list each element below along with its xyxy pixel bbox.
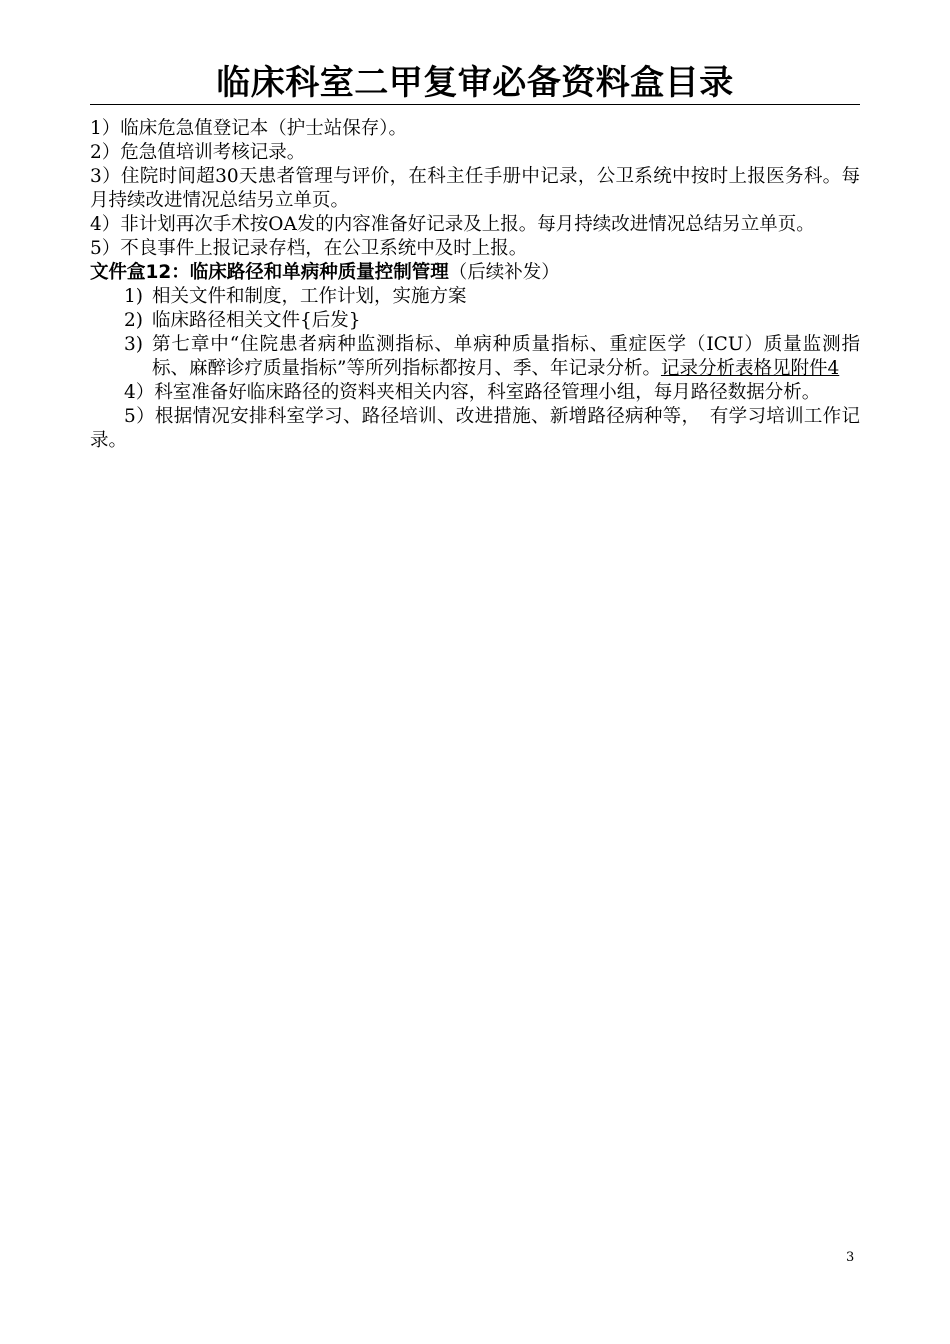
title-divider	[90, 104, 860, 105]
list-text: 第七章中“住院患者病种监测指标、单病种质量指标、重症医学（ICU）质量监测指标、麻醉诊疗质量指标”等所列指标都按月、季、年记录分析。	[152, 334, 860, 379]
item-5: 5）不良事件上报记录存档，在公卫系统中及时上报。	[90, 238, 528, 259]
list-number: 2)	[124, 310, 143, 331]
list-number: 3)	[124, 334, 143, 355]
item-3: 3）住院时间超30天患者管理与评价，在科主任手册中记录，公卫系统中按时上报医务科。每月持续改进情况总结另立单页。	[90, 166, 860, 211]
item-1: 1）临床危急值登记本（护士站保存）。	[90, 118, 408, 139]
section-para-4: 4）科室准备好临床路径的资料夹相关内容，科室路径管理小组，每月路径数据分析。	[124, 382, 821, 403]
attachment-reference: 记录分析表格见附件4	[660, 358, 840, 379]
section-heading-title: 文件盒12：临床路径和单病种质量控制管理	[90, 262, 449, 283]
list-text-container	[152, 333, 860, 381]
page-number: 3	[846, 1250, 855, 1265]
section-list-item-1	[90, 285, 860, 309]
list-text: 相关文件和制度，工作计划，实施方案	[152, 286, 467, 307]
item-4: 4）非计划再次手术按OA发的内容准备好记录及上报。每月持续改进情况总结另立单页。	[90, 214, 815, 235]
list-number: 1)	[124, 286, 143, 307]
section-list-item-3	[90, 333, 860, 381]
item-2: 2）危急值培训考核记录。	[90, 142, 306, 163]
section-heading-note: （后续补发）	[448, 262, 560, 283]
list-text: 临床路径相关文件{后发}	[152, 310, 361, 331]
section-para-5: 5）根据情况安排科室学习、路径培训、改进措施、新增路径病种等， 有学习培训工作记录。	[90, 406, 860, 451]
document-body	[90, 117, 860, 453]
section-heading	[90, 261, 860, 285]
page-title: 临床科室二甲复审必备资料盒目录	[216, 63, 734, 103]
section-list-item-2	[90, 309, 860, 333]
